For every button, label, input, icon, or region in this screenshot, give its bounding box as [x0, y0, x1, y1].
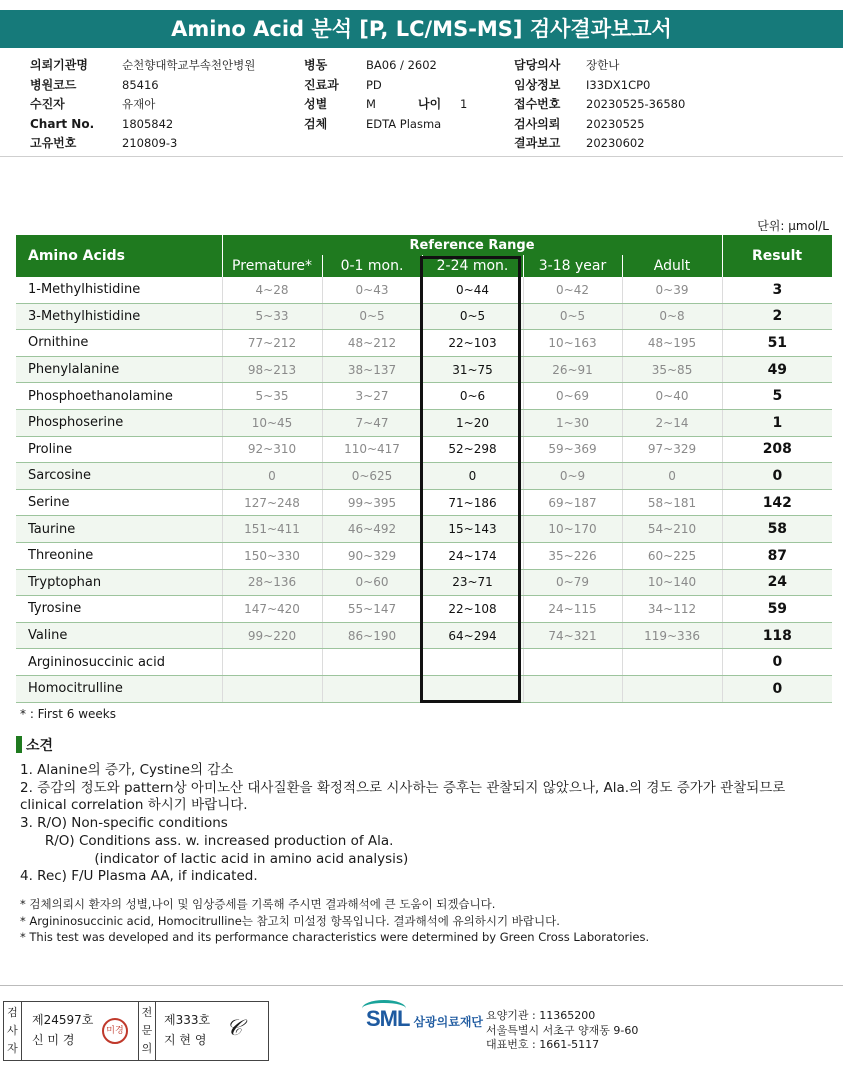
amino-acid-name: Proline [16, 436, 222, 463]
meta-row [30, 95, 255, 115]
reference-range-cell: 74~321 [523, 622, 622, 649]
reference-range-cell: 0~625 [322, 463, 422, 490]
age-label: 나이 [418, 97, 442, 111]
meta-value: 장한나 [586, 58, 620, 72]
reference-range-cell: 98~213 [222, 356, 322, 383]
meta-value: I33DX1CP0 [586, 77, 651, 92]
reference-range-cell: 0~42 [523, 277, 622, 303]
table-body [16, 277, 832, 702]
amino-acid-name: Argininosuccinic acid [16, 649, 222, 676]
logo-text: SML [366, 1006, 410, 1031]
result-value: 3 [722, 277, 832, 303]
amino-acid-name: Phenylalanine [16, 356, 222, 383]
reference-range-cell: 147~420 [222, 596, 322, 623]
reference-range-cell: 0~39 [622, 277, 722, 303]
reference-range-cell: 69~187 [523, 489, 622, 516]
table-row [16, 409, 832, 436]
meta-label: 성별 [304, 97, 328, 111]
note-line: * This test was developed and its performance characteristics were determined by Green Cross Laboratories. [20, 930, 650, 944]
amino-acid-name: Ornithine [16, 330, 222, 357]
meta-row [30, 115, 255, 135]
reference-range-cell: 0~43 [322, 277, 422, 303]
specialist-label: 전문의 [138, 1002, 156, 1060]
findings-line: (indicator of lactic acid in amino acid analysis) [60, 850, 409, 867]
meta-value: 85416 [122, 77, 159, 92]
reference-range-cell: 58~181 [622, 489, 722, 516]
meta-value: 20230602 [586, 136, 645, 150]
report-title: Amino Acid 분석 [P, LC/MS-MS] 검사결과보고서 [0, 10, 843, 48]
tester-info [32, 1010, 93, 1050]
reference-range-cell: 10~140 [622, 569, 722, 596]
amino-acid-name: 1-Methylhistidine [16, 277, 222, 303]
reference-range-cell: 0~79 [523, 569, 622, 596]
range-header-premature: Premature* [222, 255, 322, 277]
table-row [16, 436, 832, 463]
reference-range-cell: 35~85 [622, 356, 722, 383]
reference-range-cell [422, 649, 523, 676]
reference-range-cell: 97~329 [622, 436, 722, 463]
table-row [16, 489, 832, 516]
meta-column-1 [30, 56, 255, 154]
signature-mark-icon: 𝒞 [226, 1016, 243, 1041]
reference-range-cell: 92~310 [222, 436, 322, 463]
footnote: * : First 6 weeks [20, 707, 116, 721]
reference-range-cell: 1~20 [422, 409, 523, 436]
reference-range-cell: 151~411 [222, 516, 322, 543]
amino-acid-name: Tryptophan [16, 569, 222, 596]
reference-range-cell: 5~35 [222, 383, 322, 410]
reference-range-cell: 0 [622, 463, 722, 490]
reference-range-cell: 90~329 [322, 542, 422, 569]
table-row [16, 675, 832, 702]
meta-row [514, 95, 685, 115]
reference-range-cell: 7~47 [322, 409, 422, 436]
result-value: 0 [722, 649, 832, 676]
findings-text [20, 762, 785, 886]
meta-label: 고유번호 [30, 136, 77, 150]
reference-range-cell [523, 675, 622, 702]
reference-range-cell [523, 649, 622, 676]
reference-range-cell: 26~91 [523, 356, 622, 383]
meta-row [304, 56, 467, 76]
meta-row [30, 134, 255, 154]
reference-range-cell: 34~112 [622, 596, 722, 623]
result-value: 0 [722, 463, 832, 490]
note-line: * Argininosuccinic acid, Homocitrulline는 참고치 미설정 항목입니다. 결과해석에 유의하시기 바랍니다. [20, 913, 560, 928]
meta-row [514, 134, 685, 154]
amino-acid-name: Sarcosine [16, 463, 222, 490]
reference-range-cell: 0~5 [422, 303, 523, 330]
lab-info-line: 대표번호 : 1661-5117 [486, 1038, 600, 1051]
meta-value: EDTA Plasma [366, 116, 442, 131]
reference-range-cell: 2~14 [622, 409, 722, 436]
table-row [16, 542, 832, 569]
reference-range-cell: 0~69 [523, 383, 622, 410]
table-row [16, 596, 832, 623]
reference-range-cell [222, 649, 322, 676]
result-value: 0 [722, 675, 832, 702]
reference-range-cell [622, 675, 722, 702]
meta-value: 유재아 [122, 97, 156, 111]
result-header: Result [722, 235, 832, 277]
reference-range-cell: 55~147 [322, 596, 422, 623]
result-value: 208 [722, 436, 832, 463]
findings-line: R/O) Conditions ass. w. increased production of Ala. [32, 832, 394, 849]
meta-row [304, 95, 467, 115]
result-value: 59 [722, 596, 832, 623]
result-value: 58 [722, 516, 832, 543]
specialist-name: 지 현 영 [164, 1033, 207, 1047]
range-header-2-24-mon: 2-24 mon. [422, 255, 523, 277]
meta-label: 병원코드 [30, 77, 77, 92]
reference-range-cell: 0~44 [422, 277, 523, 303]
meta-value: PD [366, 77, 382, 92]
table-header-row [16, 235, 832, 255]
reference-range-cell: 5~33 [222, 303, 322, 330]
reference-range-cell [222, 675, 322, 702]
amino-acid-name: Phosphoserine [16, 409, 222, 436]
reference-range-cell [422, 675, 523, 702]
findings-line: 2. 증감의 정도와 pattern상 아미노산 대사질환을 확정적으로 시사하는 증후는 관찰되지 않았으나, Ala.의 경도 증가가 관찰되므로 [20, 779, 786, 796]
meta-label: 검사의뢰 [514, 116, 561, 131]
table-row [16, 622, 832, 649]
meta-column-3 [514, 56, 685, 154]
table-row [16, 649, 832, 676]
reference-range-cell: 60~225 [622, 542, 722, 569]
signature-block [3, 1001, 269, 1061]
note-line: * 검체의뢰시 환자의 성별,나이 및 임상증세를 기록해 주시면 결과해석에 큰 도움이 되겠습니다. [20, 897, 496, 911]
reference-range-cell: 71~186 [422, 489, 523, 516]
findings-heading [16, 735, 53, 755]
reference-range-cell: 64~294 [422, 622, 523, 649]
reference-range-cell: 0 [222, 463, 322, 490]
table-row [16, 277, 832, 303]
amino-acid-name: Threonine [16, 542, 222, 569]
meta-value: BA06 / 2602 [366, 58, 437, 72]
findings-line: 4. Rec) F/U Plasma AA, if indicated. [20, 868, 258, 885]
table-row [16, 516, 832, 543]
meta-label: 결과보고 [514, 136, 561, 150]
lab-name: 삼광의료재단 [413, 1015, 484, 1029]
reference-range-cell: 4~28 [222, 277, 322, 303]
range-header-adult: Adult [622, 255, 722, 277]
tester-seal-icon: 미경 [102, 1018, 128, 1044]
meta-row [514, 76, 685, 96]
amino-acid-table [16, 235, 833, 703]
reference-range-cell: 31~75 [422, 356, 523, 383]
findings-line: 3. R/O) Non-specific conditions [20, 815, 228, 832]
reference-range-cell: 0~9 [523, 463, 622, 490]
result-value: 118 [722, 622, 832, 649]
reference-range-cell: 10~170 [523, 516, 622, 543]
reference-range-cell: 46~492 [322, 516, 422, 543]
result-value: 49 [722, 356, 832, 383]
reference-range-cell: 0 [422, 463, 523, 490]
tester-number: 제24597호 [32, 1013, 94, 1027]
meta-label: Chart No. [30, 116, 95, 131]
reference-range-cell: 10~163 [523, 330, 622, 357]
logo-arc-icon [362, 1000, 406, 1017]
reference-range-cell [322, 675, 422, 702]
table-row [16, 330, 832, 357]
reference-range-cell: 54~210 [622, 516, 722, 543]
meta-label: 병동 [304, 58, 328, 72]
result-value: 5 [722, 383, 832, 410]
result-value: 1 [722, 409, 832, 436]
amino-acids-header: Amino Acids [16, 235, 222, 277]
amino-acid-name: Taurine [16, 516, 222, 543]
reference-range-cell: 0~5 [523, 303, 622, 330]
meta-value: 20230525-36580 [586, 97, 686, 111]
range-header-3-18-year: 3-18 year [523, 255, 622, 277]
meta-label: 임상정보 [514, 77, 561, 92]
meta-label: 접수번호 [514, 97, 561, 111]
reference-range-cell: 23~71 [422, 569, 523, 596]
reference-range-cell: 0~6 [422, 383, 523, 410]
result-value: 142 [722, 489, 832, 516]
reference-range-cell: 38~137 [322, 356, 422, 383]
reference-range-cell: 0~60 [322, 569, 422, 596]
reference-range-cell: 22~103 [422, 330, 523, 357]
reference-range-cell: 127~248 [222, 489, 322, 516]
reference-range-cell: 48~195 [622, 330, 722, 357]
reference-range-cell: 52~298 [422, 436, 523, 463]
meta-column-2 [304, 56, 467, 134]
table-row [16, 569, 832, 596]
reference-range-cell: 0~40 [622, 383, 722, 410]
reference-range-cell: 150~330 [222, 542, 322, 569]
meta-value: 순천향대학교부속천안병원 [122, 58, 256, 72]
range-header-0-1-mon: 0-1 mon. [322, 255, 422, 277]
reference-range-cell: 59~369 [523, 436, 622, 463]
result-value: 51 [722, 330, 832, 357]
reference-range-cell: 0~8 [622, 303, 722, 330]
header-divider [0, 156, 843, 157]
result-value: 87 [722, 542, 832, 569]
meta-value: 210809-3 [122, 136, 178, 150]
meta-row [30, 76, 255, 96]
amino-acid-name: Phosphoethanolamine [16, 383, 222, 410]
reference-range-cell: 119~336 [622, 622, 722, 649]
notes [20, 896, 649, 946]
heading-bar-icon [16, 736, 22, 753]
findings-line: 1. Alanine의 증가, Cystine의 감소 [20, 762, 234, 778]
reference-range-cell: 24~115 [523, 596, 622, 623]
reference-range-cell: 24~174 [422, 542, 523, 569]
meta-row [514, 115, 685, 135]
footer-divider [0, 985, 843, 986]
result-value: 24 [722, 569, 832, 596]
meta-row [30, 56, 255, 76]
reference-range-cell: 35~226 [523, 542, 622, 569]
table-row [16, 356, 832, 383]
result-value: 2 [722, 303, 832, 330]
meta-label: 담당의사 [514, 58, 561, 72]
reference-range-cell: 10~45 [222, 409, 322, 436]
amino-acid-name: Homocitrulline [16, 675, 222, 702]
meta-label: 진료과 [304, 77, 339, 92]
meta-row [304, 76, 467, 96]
lab-info [486, 1009, 638, 1053]
reference-range-cell: 0~5 [322, 303, 422, 330]
table-row [16, 303, 832, 330]
tester-name: 신 미 경 [32, 1033, 75, 1047]
reference-range-cell: 1~30 [523, 409, 622, 436]
amino-acid-name: 3-Methylhistidine [16, 303, 222, 330]
lab-info-line: 서울특별시 서초구 양재동 9-60 [486, 1023, 639, 1037]
reference-range-cell [622, 649, 722, 676]
reference-range-cell: 3~27 [322, 383, 422, 410]
meta-value: 20230525 [586, 116, 645, 131]
meta-value: M [366, 97, 376, 111]
findings-heading-text: 소견 [26, 738, 54, 754]
amino-acid-name: Valine [16, 622, 222, 649]
reference-range-cell: 86~190 [322, 622, 422, 649]
reference-range-cell: 77~212 [222, 330, 322, 357]
table-row [16, 383, 832, 410]
reference-range-cell: 48~212 [322, 330, 422, 357]
reference-range-cell: 28~136 [222, 569, 322, 596]
amino-acid-name: Tyrosine [16, 596, 222, 623]
reference-range-cell: 99~395 [322, 489, 422, 516]
meta-label: 의뢰기관명 [30, 58, 88, 72]
specialist-number: 제333호 [164, 1013, 211, 1027]
lab-info-line: 요양기관 : 11365200 [486, 1009, 596, 1022]
meta-label: 검체 [304, 116, 328, 131]
reference-range-cell: 15~143 [422, 516, 523, 543]
meta-row [514, 56, 685, 76]
age-value: 1 [460, 97, 468, 111]
reference-range-cell: 110~417 [322, 436, 422, 463]
unit-label: 단위: μmol/L [757, 219, 829, 233]
reference-range-cell: 22~108 [422, 596, 523, 623]
amino-acid-name: Serine [16, 489, 222, 516]
meta-row [304, 115, 467, 135]
meta-label: 수진자 [30, 97, 65, 111]
specialist-info [164, 1010, 210, 1050]
meta-value: 1805842 [122, 116, 174, 131]
lab-logo [366, 1006, 483, 1032]
table-row [16, 463, 832, 490]
reference-range-cell: 99~220 [222, 622, 322, 649]
reference-range-header: Reference Range [222, 235, 722, 255]
tester-label: 검사자 [4, 1002, 22, 1060]
findings-line: clinical correlation 하시기 바랍니다. [20, 797, 248, 814]
reference-range-cell [322, 649, 422, 676]
